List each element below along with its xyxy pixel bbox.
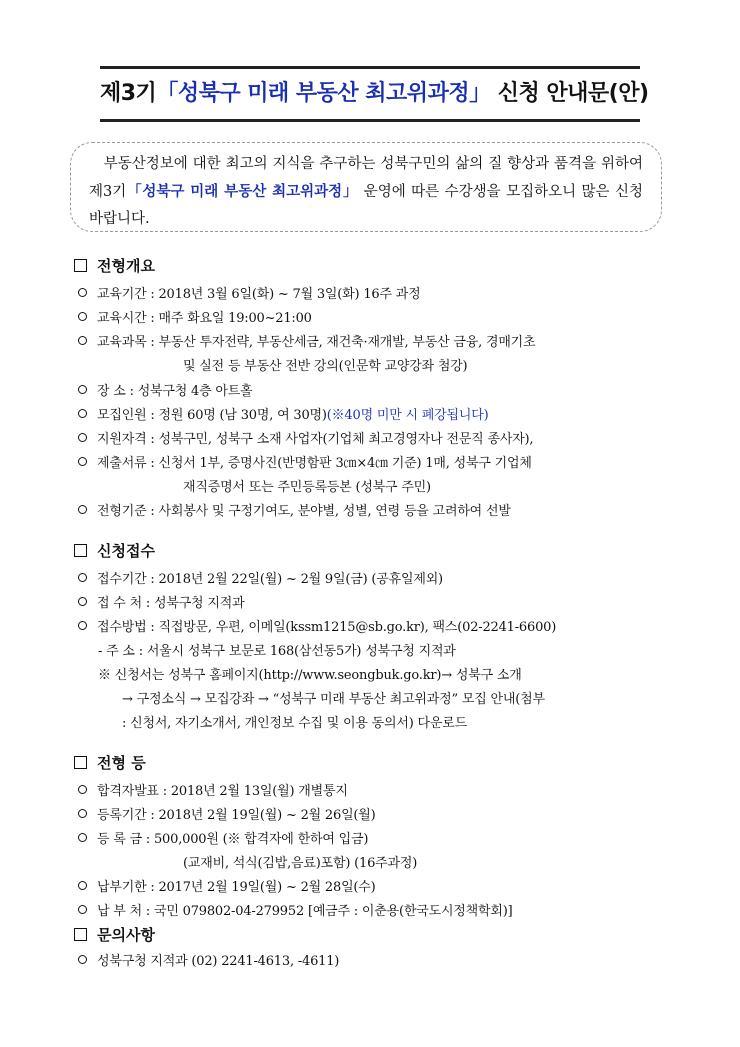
overview-subjects	[78, 331, 535, 350]
line-text: 모집인원 : 정원 60명 (남 30명, 여 30명)	[97, 408, 327, 423]
overview-subjects-cont: 및 실전 등 부동산 전반 강의(인문학 교양강좌 첨강)	[183, 359, 468, 374]
circle-bullet-icon	[78, 573, 87, 582]
line-text: 접수기간 : 2018년 2월 22일(월) ~ 2월 9일(금) (공휴일제외)	[97, 572, 443, 587]
overview-recruit	[78, 404, 488, 423]
section-heading-overview	[74, 255, 155, 276]
section-heading-selection	[74, 752, 146, 773]
line-text: 전형기준 : 사회봉사 및 구정기여도, 분야별, 성별, 연령 등을 고려하여 선발	[97, 504, 511, 519]
circle-bullet-icon	[78, 809, 87, 818]
section-heading-text: 전형개요	[97, 257, 155, 275]
square-bullet-icon	[74, 544, 87, 557]
overview-place	[78, 380, 253, 399]
circle-bullet-icon	[78, 385, 87, 394]
overview-period	[78, 283, 420, 302]
title-course-name: 「성북구 미래 부동산 최고위과정」	[156, 81, 491, 106]
circle-bullet-icon	[78, 621, 87, 630]
recruit-note: (※40명 미만 시 폐강됩니다)	[326, 408, 489, 423]
overview-time	[78, 307, 312, 326]
circle-bullet-icon	[78, 955, 87, 964]
application-office	[78, 592, 244, 611]
circle-bullet-icon	[78, 433, 87, 442]
overview-qualification	[78, 428, 533, 447]
application-note-2: → 구정소식 → 모집강좌 → “성북구 미래 부동산 최고위과정” 모집 안내(첨부	[122, 692, 545, 707]
page-title	[100, 66, 649, 122]
line-text: 접수방법 : 직접방문, 우편, 이메일(kssm1215@sb.go.kr), 팩스(02-2241-6600)	[97, 620, 557, 635]
square-bullet-icon	[74, 928, 87, 941]
circle-bullet-icon	[78, 312, 87, 321]
overview-documents-cont: 재직증명서 또는 주민등록등본 (성북구 주민)	[183, 480, 431, 495]
square-bullet-icon	[74, 756, 87, 769]
line-text: 등 록 금 : 500,000원 (※ 합격자에 한하여 입금)	[97, 832, 369, 847]
section-heading-text: 문의사항	[97, 926, 155, 944]
line-text: 제출서류 : 신청서 1부, 증명사진(반명함판 3㎝×4㎝ 기준) 1매, 성북구 기업체	[97, 456, 532, 471]
title-suffix: 신청 안내문(안)	[497, 81, 649, 106]
line-text: 교육기간 : 2018년 3월 6일(화) ~ 7월 3일(화) 16주 과정	[97, 287, 421, 302]
line-text: 등록기간 : 2018년 2월 19일(월) ~ 2월 26일(월)	[97, 808, 376, 823]
circle-bullet-icon	[78, 785, 87, 794]
line-text: 납부기한 : 2017년 2월 19일(월) ~ 2월 28일(수)	[97, 880, 376, 895]
line-text: 성북구청 지적과 (02) 2241-4613, -4611)	[97, 954, 340, 969]
line-text: 장 소 : 성북구청 4층 아트홀	[97, 384, 253, 399]
circle-bullet-icon	[78, 409, 87, 418]
intro-box	[70, 142, 662, 232]
application-note-1: ※ 신청서는 성북구 홈페이지(http://www.seongbuk.go.kr)→ 성북구 소개	[98, 668, 522, 683]
selection-fee	[78, 828, 368, 847]
line-text: 교육시간 : 매주 화요일 19:00~21:00	[97, 311, 312, 326]
line-text: 납 부 처 : 국민 079802-04-279952 [예금주 : 이춘용(한국도시정책학회)]	[97, 904, 513, 919]
overview-documents	[78, 452, 532, 471]
intro-course-name: 「성북구 미래 부동산 최고위과정」	[126, 183, 359, 200]
title-prefix: 제3기	[100, 81, 157, 106]
line-text: 합격자발표 : 2018년 2월 13일(월) 개별통지	[97, 784, 348, 799]
contact-line	[78, 950, 339, 969]
circle-bullet-icon	[78, 288, 87, 297]
application-address: - 주 소 : 서울시 성북구 보문로 168(삼선동5가) 성북구청 지적과	[98, 644, 456, 659]
section-heading-contact	[74, 924, 155, 945]
selection-payee	[78, 900, 513, 919]
line-text: 접 수 처 : 성북구청 지적과	[97, 596, 245, 611]
circle-bullet-icon	[78, 505, 87, 514]
application-period	[78, 568, 443, 587]
circle-bullet-icon	[78, 457, 87, 466]
section-heading-application	[74, 540, 155, 561]
selection-register	[78, 804, 376, 823]
circle-bullet-icon	[78, 881, 87, 890]
line-text: 지원자격 : 성북구민, 성북구 소재 사업자(기업체 최고경영자나 전문직 종사자),	[97, 432, 534, 447]
circle-bullet-icon	[78, 597, 87, 606]
square-bullet-icon	[74, 259, 87, 272]
line-text: 교육과목 : 부동산 투자전략, 부동산세금, 재건축·재개발, 부동산 금융, 경매기초	[97, 335, 536, 350]
section-heading-text: 신청접수	[97, 542, 155, 560]
selection-fee-cont: (교재비, 석식(김밥,음료)포함) (16주과정)	[183, 856, 418, 871]
circle-bullet-icon	[78, 905, 87, 914]
overview-criteria	[78, 500, 511, 519]
circle-bullet-icon	[78, 833, 87, 842]
application-method	[78, 616, 556, 635]
selection-announce	[78, 780, 348, 799]
section-heading-text: 전형 등	[97, 754, 146, 772]
intro-text-1: 부동산정보에 대한 최고의 지식을 추구하는 성북구민의 삶의 질 향상과 품격을 위하여 제3기	[89, 156, 643, 200]
selection-deadline	[78, 876, 376, 895]
circle-bullet-icon	[78, 336, 87, 345]
intro-text-2: 운영에 따른 수강생을 모집하오니 많은 신청바랍니다.	[89, 184, 643, 227]
application-note-3: : 신청서, 자기소개서, 개인정보 수집 및 이용 동의서) 다운로드	[122, 716, 467, 731]
